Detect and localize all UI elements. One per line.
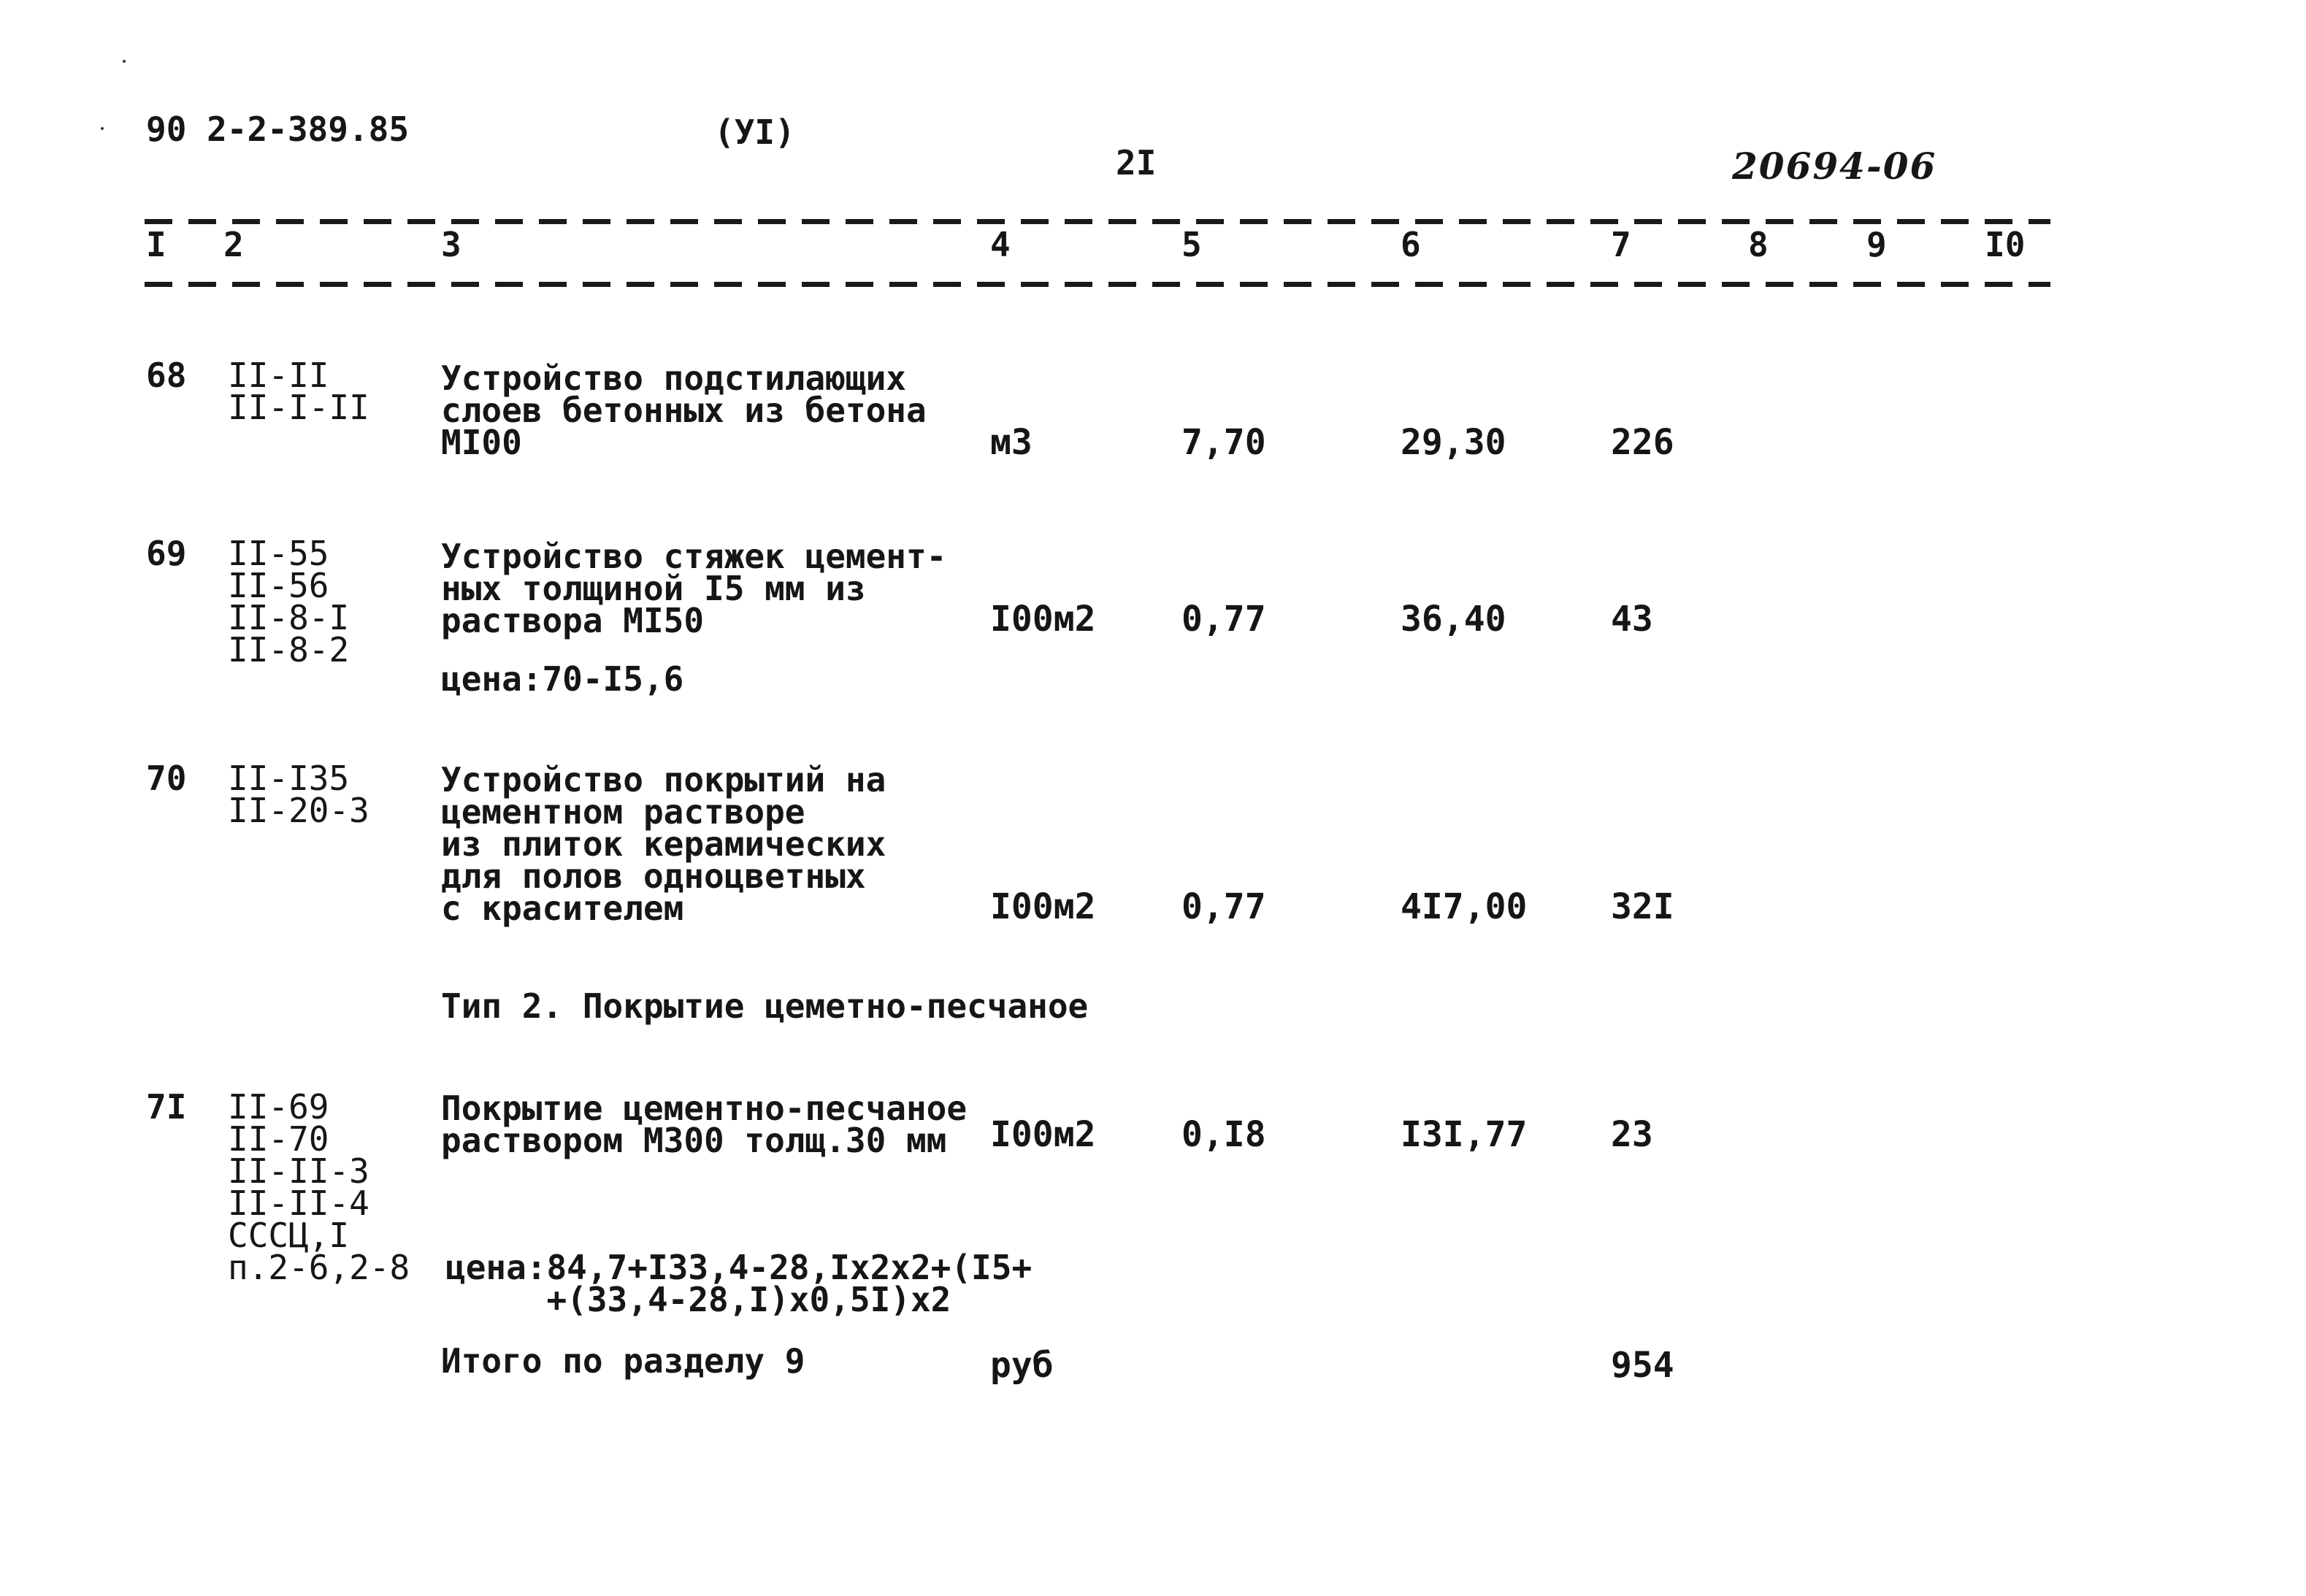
unit: I00м2 <box>990 599 1096 640</box>
quantity: 7,70 <box>1181 422 1266 463</box>
unit: м3 <box>990 422 1033 463</box>
row-number: 68 <box>146 356 187 395</box>
unit: I00м2 <box>990 1114 1096 1155</box>
unit-price: 36,40 <box>1401 599 1506 640</box>
col-header-3: 3 <box>441 225 461 264</box>
col-header-8: 8 <box>1748 225 1769 264</box>
total-cost: 226 <box>1611 422 1674 463</box>
rate-codes: II-69 II-70 II-II-3 II-II-4 СССЦ,I п.2-6,2-8 <box>228 1087 410 1287</box>
unit-price: I3I,77 <box>1401 1114 1528 1155</box>
price-note: цена:84,7+I33,4-28,Iх2х2+(I5+ +(33,4-28,I)х0,5I)х2 <box>445 1248 1033 1319</box>
price-note: цена:70-I5,6 <box>441 659 684 699</box>
row-number: 70 <box>146 759 187 798</box>
summary-unit: руб <box>990 1345 1054 1386</box>
col-header-7: 7 <box>1611 225 1631 264</box>
col-header-4: 4 <box>990 225 1011 264</box>
summary-label: Итого по разделу 9 <box>441 1341 805 1381</box>
col-header-2: 2 <box>223 225 244 264</box>
quantity: 0,77 <box>1181 886 1266 927</box>
page-number: 2I <box>1116 143 1157 183</box>
header-bottom-rule <box>145 282 2050 287</box>
scan-speck <box>101 127 104 130</box>
work-description: Устройство покрытий на цементном растворе из плиток керамических для полов одноцветных с красителем <box>441 760 886 928</box>
row-number: 69 <box>146 534 187 573</box>
quantity: 0,77 <box>1181 599 1266 640</box>
col-header-6: 6 <box>1401 225 1421 264</box>
col-header-9: 9 <box>1866 225 1887 264</box>
archive-number: 20694-06 <box>1732 145 1937 188</box>
summary-total: 954 <box>1611 1345 1674 1386</box>
work-description: Устройство подстилающих слоев бетонных из бетона МI00 <box>441 358 927 462</box>
unit: I00м2 <box>990 886 1096 927</box>
rate-codes: II-II II-I-II <box>228 356 369 427</box>
document-code: 90 2-2-389.85 <box>146 110 410 149</box>
total-cost: 23 <box>1611 1114 1653 1155</box>
row-number: 7I <box>146 1087 187 1127</box>
col-header-5: 5 <box>1181 225 1202 264</box>
col-header-10: I0 <box>1985 225 2026 264</box>
rate-codes: II-55 II-56 II-8-I II-8-2 <box>228 534 350 670</box>
quantity: 0,I8 <box>1181 1114 1266 1155</box>
work-description: Устройство стяжек цемент- ных толщиной I5 мм из раствора МI50 <box>441 537 947 640</box>
header-top-rule <box>145 219 2050 224</box>
unit-price: 29,30 <box>1401 422 1506 463</box>
total-cost: 32I <box>1611 886 1674 927</box>
type-heading: Тип 2. Покрытие цеметно-песчаное <box>441 986 1089 1026</box>
unit-price: 4I7,00 <box>1401 886 1528 927</box>
rate-codes: II-I35 II-20-3 <box>228 759 369 830</box>
scan-speck <box>123 60 126 63</box>
section-marker: (УI) <box>714 112 795 152</box>
col-header-1: I <box>146 225 166 264</box>
work-description: Покрытие цементно-песчаное раствором М300 толщ.30 мм <box>441 1089 968 1160</box>
total-cost: 43 <box>1611 599 1653 640</box>
